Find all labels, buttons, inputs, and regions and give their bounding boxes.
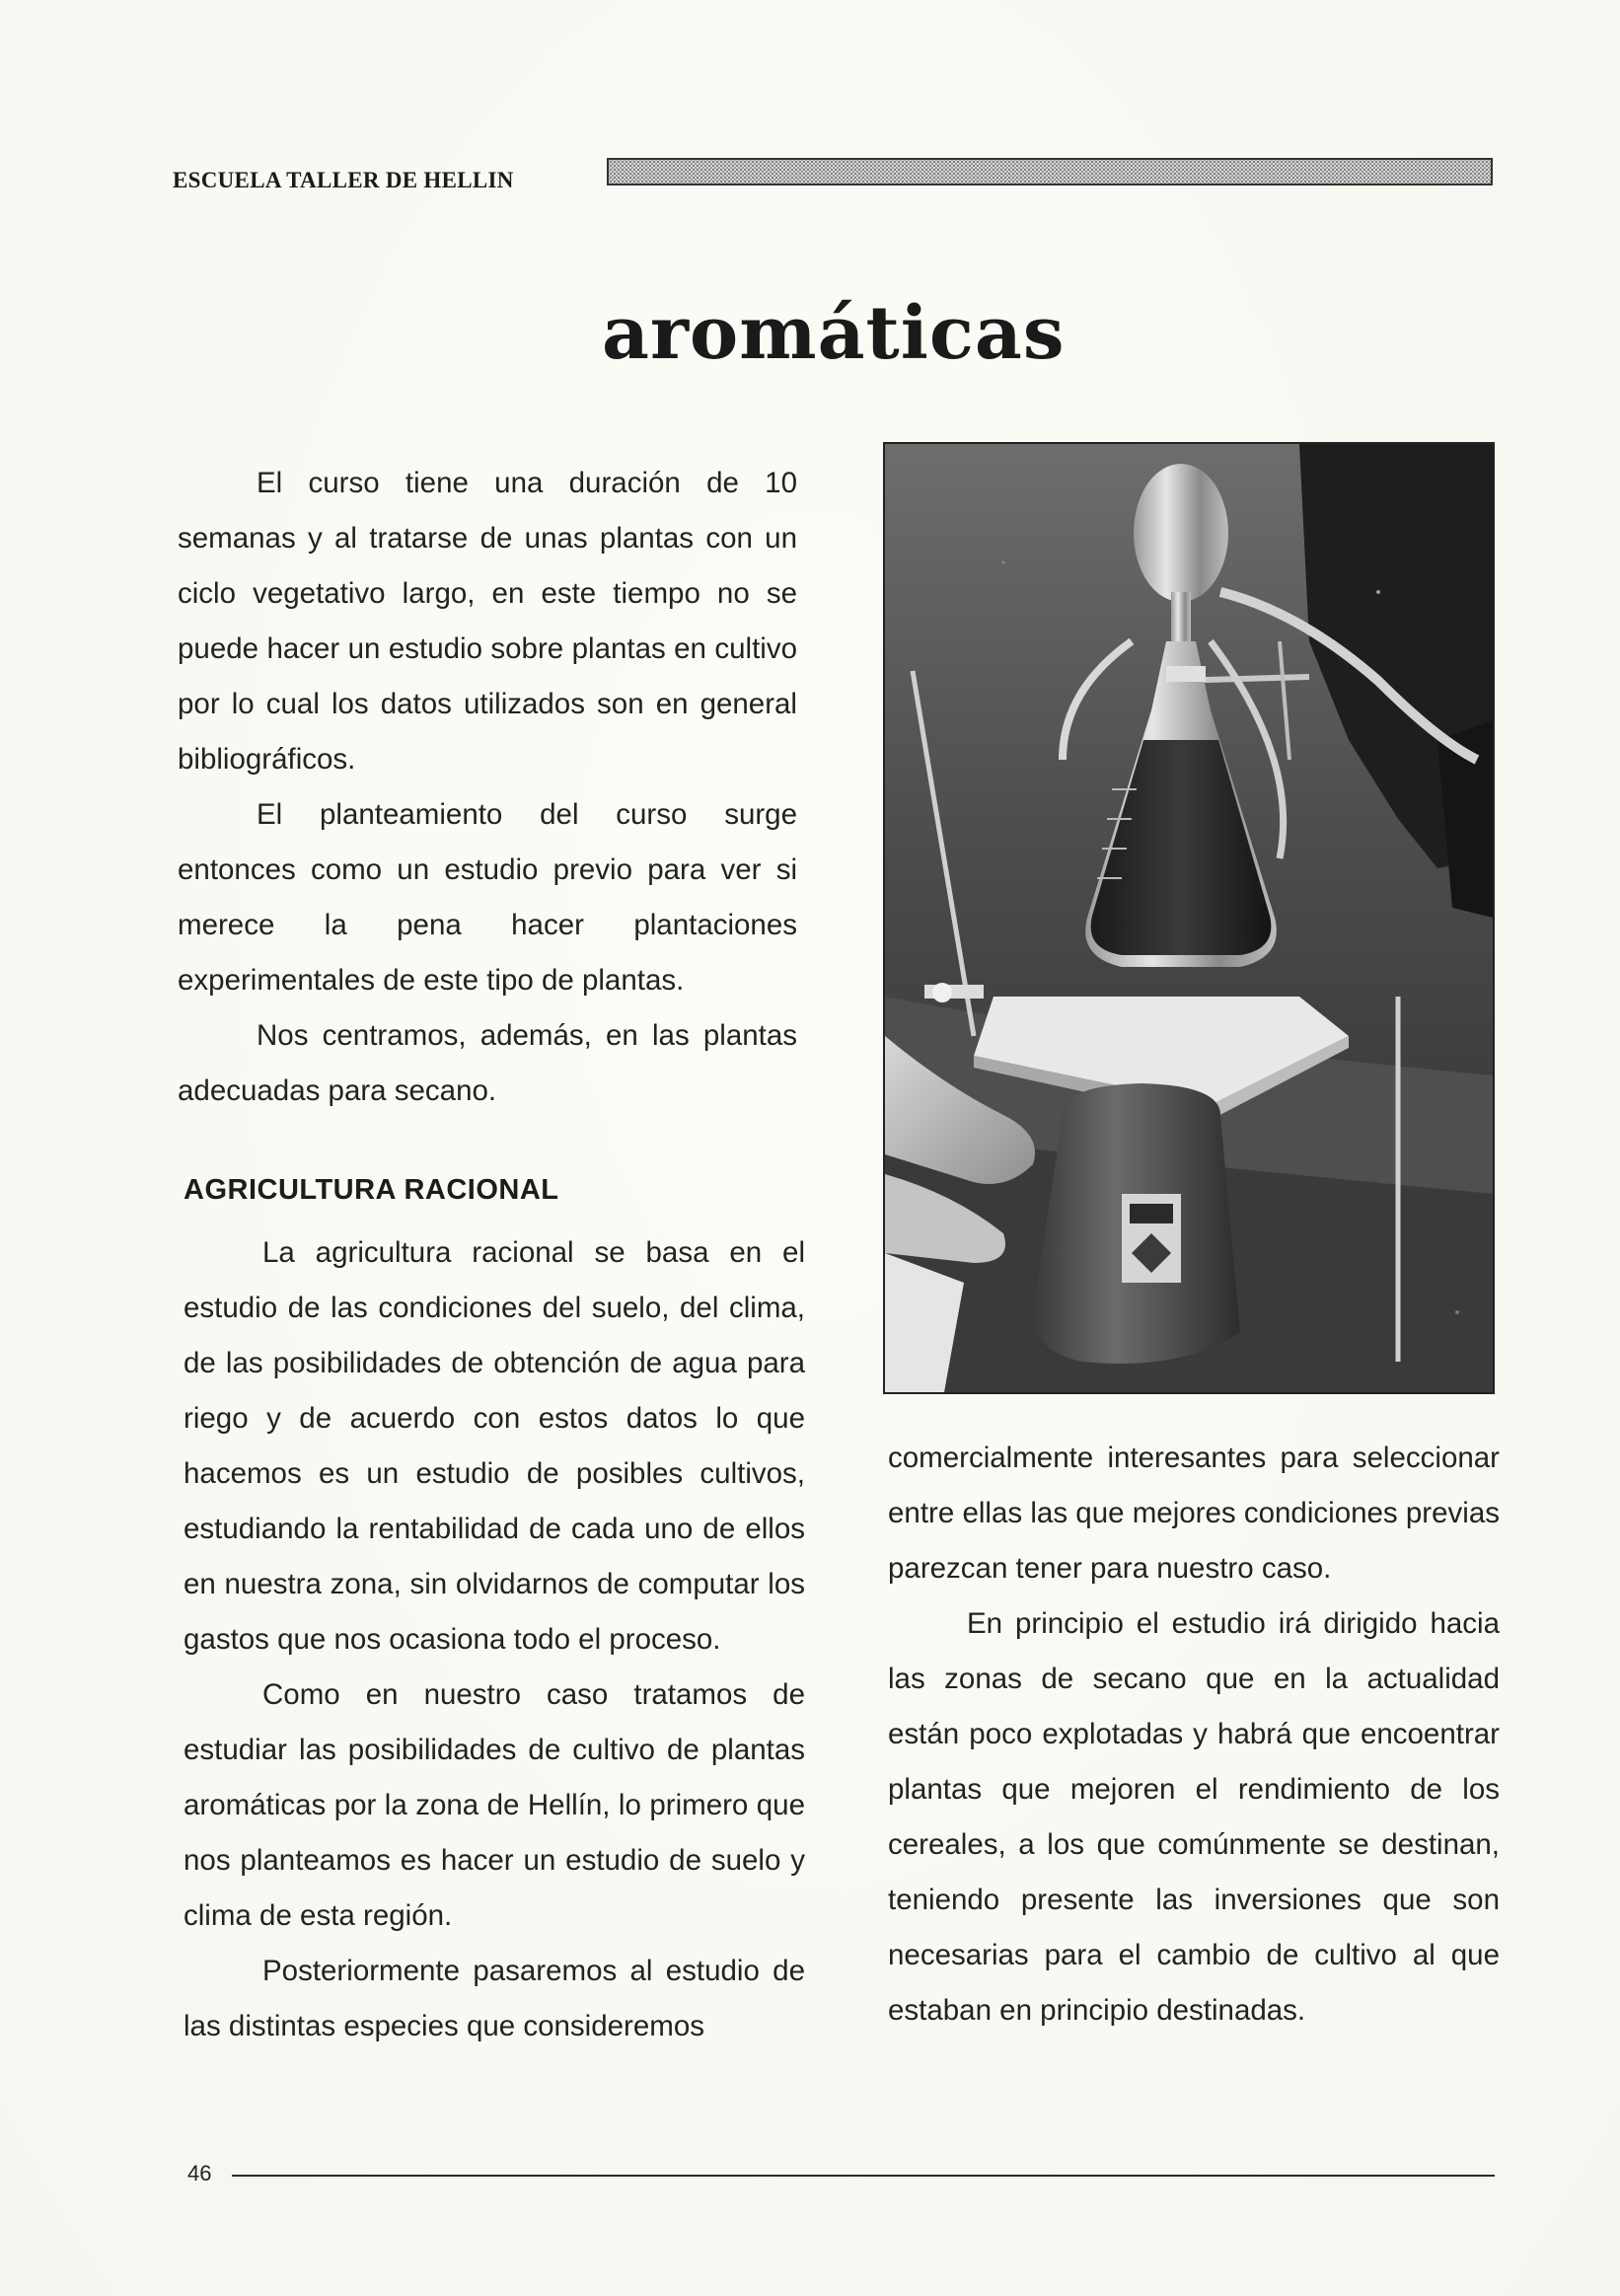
section-paragraph-2: Como en nuestro caso tratamos de estudiar las posibilidades de cultivo de plantas aromáticas por la zona de Hellín, lo primero que nos planteamos es hacer un estudio de suelo y clima de esta región.: [184, 1678, 805, 1932]
section-heading: AGRICULTURA RACIONAL: [184, 1174, 559, 1206]
right-column-text: [888, 1431, 1500, 2038]
distillation-photo-image: [885, 444, 1493, 1392]
right-paragraph-1: comercialmente interesantes para seleccionar entre ellas las que mejores condiciones previas parezcan tener para nuestro caso.: [888, 1442, 1500, 1585]
distillation-photo: [883, 442, 1495, 1394]
intro-paragraph-1: El curso tiene una duración de 10 semanas y al tratarse de unas plantas con un ciclo vegetativo largo, en este tiempo no se puede hacer un estudio sobre plantas en cultivo por lo cual los datos utilizados son en general bibliográficos.: [178, 467, 797, 776]
section-text: [184, 1225, 805, 2054]
page-number: 46: [187, 2161, 212, 2185]
footer-rule: [232, 2175, 1495, 2177]
article-title: aromáticas: [602, 291, 1066, 376]
running-header: [173, 158, 1495, 197]
header-decorative-band: [607, 158, 1493, 185]
intro-paragraph-2: El planteamiento del curso surge entonces como un estudio previo para ver si merece la pena hacer plantaciones experimentales de este tipo de plantas.: [178, 798, 797, 997]
section-paragraph-1: La agricultura racional se basa en el estudio de las condiciones del suelo, del clima, de las posibilidades de obtención de agua para riego y de acuerdo con estos datos lo que hacemos es un estudio de posibles cultivos, estudiando la rentabilidad de cada uno de ellos en nuestra zona, sin olvidarnos de computar los gastos que nos ocasiona todo el proceso.: [184, 1236, 805, 1656]
section-paragraph-3: Posteriormente pasaremos al estudio de las distintas especies que consideremos: [184, 1955, 805, 2042]
right-paragraph-2: En principio el estudio irá dirigido hacia las zonas de secano que en la actualidad están poco explotadas y habrá que encoentrar plantas que mejoren el rendimiento de los cereales, a los que comúnmente se destinan, teniendo presente las inversiones que son necesarias para el cambio de cultivo al que estaban en principio destinadas.: [888, 1607, 1500, 2027]
intro-text: [178, 456, 797, 1119]
header-school-name: ESCUELA TALLER DE HELLIN: [173, 168, 514, 192]
intro-paragraph-3: Nos centramos, además, en las plantas adecuadas para secano.: [178, 1019, 797, 1107]
